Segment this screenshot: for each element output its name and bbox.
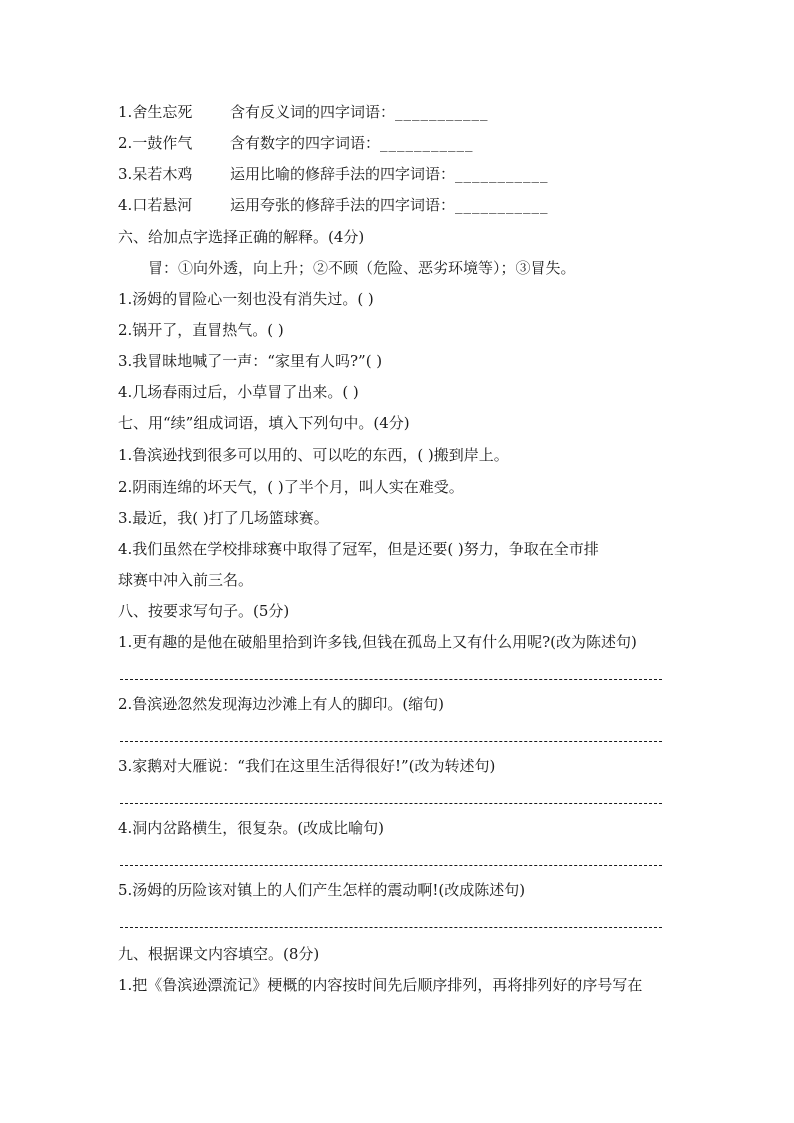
section6-definition: 冒：①向外透，向上升；②不顾（危险、恶劣环境等）；③冒失。 xyxy=(148,259,576,277)
section7-heading: 七、用“续”组成词语，填入下列句中。(4分) xyxy=(118,414,410,432)
section6-heading: 六、给加点字选择正确的解释。(4分) xyxy=(118,228,365,246)
idiom-num: 2. xyxy=(118,134,133,152)
idiom-word: 口若悬河 xyxy=(132,196,193,214)
section7-item-1: 1.鲁滨逊找到很多可以用的、可以吃的东西，( )搬到岸上。 xyxy=(118,446,509,464)
section6-item-1: 1.汤姆的冒险心一刻也没有消失过。( ) xyxy=(118,290,374,308)
answer-blank[interactable]: ___________ xyxy=(455,165,549,183)
idiom-num: 3. xyxy=(118,165,133,183)
answer-blank[interactable]: ___________ xyxy=(395,103,489,121)
section7-item-3: 3.最近，我( )打了几场篮球赛。 xyxy=(118,509,329,527)
writing-line[interactable] xyxy=(120,679,662,680)
section8-item-1: 1.更有趣的是他在破船里拾到许多钱,但钱在孤岛上又有什么用呢?(改为陈述句) xyxy=(118,633,637,651)
idiom-row-3 xyxy=(118,164,549,184)
section8-item-3: 3.家鹅对大雁说：“我们在这里生活得很好!”(改为转述句) xyxy=(118,757,496,775)
answer-blank[interactable]: ___________ xyxy=(455,196,549,214)
idiom-num: 1. xyxy=(118,103,133,121)
idiom-word: 舍生忘死 xyxy=(132,103,193,121)
section7-item-2: 2.阴雨连绵的坏天气，( )了半个月，叫人实在难受。 xyxy=(118,478,464,496)
section8-item-5: 5.汤姆的历险该对镇上的人们产生怎样的震动啊!(改成陈述句) xyxy=(118,881,526,899)
writing-line[interactable] xyxy=(120,927,662,928)
section6-item-4: 4.几场春雨过后，小草冒了出来。( ) xyxy=(118,383,359,401)
section9-heading: 九、根据课文内容填空。(8分) xyxy=(118,945,320,963)
idiom-row-2 xyxy=(118,133,474,153)
answer-blank[interactable]: ___________ xyxy=(380,134,474,152)
idiom-num: 4. xyxy=(118,196,133,214)
section6-item-2: 2.锅开了，直冒热气。( ) xyxy=(118,321,284,339)
idiom-desc: 含有数字的四字词语： xyxy=(230,134,381,152)
section8-item-2: 2.鲁滨逊忽然发现海边沙滩上有人的脚印。(缩句) xyxy=(118,695,445,713)
idiom-desc: 运用比喻的修辞手法的四字词语： xyxy=(230,165,456,183)
idiom-desc: 含有反义词的四字词语： xyxy=(230,103,396,121)
section8-heading: 八、按要求写句子。(5分) xyxy=(118,602,290,620)
section6-item-3: 3.我冒昧地喊了一声：“家里有人吗?”( ) xyxy=(118,352,383,370)
writing-line[interactable] xyxy=(120,741,662,742)
idiom-row-1 xyxy=(118,102,489,122)
idiom-desc: 运用夸张的修辞手法的四字词语： xyxy=(230,196,456,214)
idiom-word: 呆若木鸡 xyxy=(132,165,193,183)
section7-item-4-cont: 球赛中冲入前三名。 xyxy=(118,571,254,589)
idiom-word: 一鼓作气 xyxy=(132,134,193,152)
idiom-row-4 xyxy=(118,195,549,215)
section8-item-4: 4.洞内岔路横生，很复杂。(改成比喻句) xyxy=(118,819,385,837)
section7-item-4: 4.我们虽然在学校排球赛中取得了冠军，但是还要( )努力，争取在全市排 xyxy=(118,540,599,558)
writing-line[interactable] xyxy=(120,865,662,866)
section9-item-1: 1.把《鲁滨逊漂流记》梗概的内容按时间先后顺序排列，再将排列好的序号写在 xyxy=(118,976,643,994)
writing-line[interactable] xyxy=(120,803,662,804)
